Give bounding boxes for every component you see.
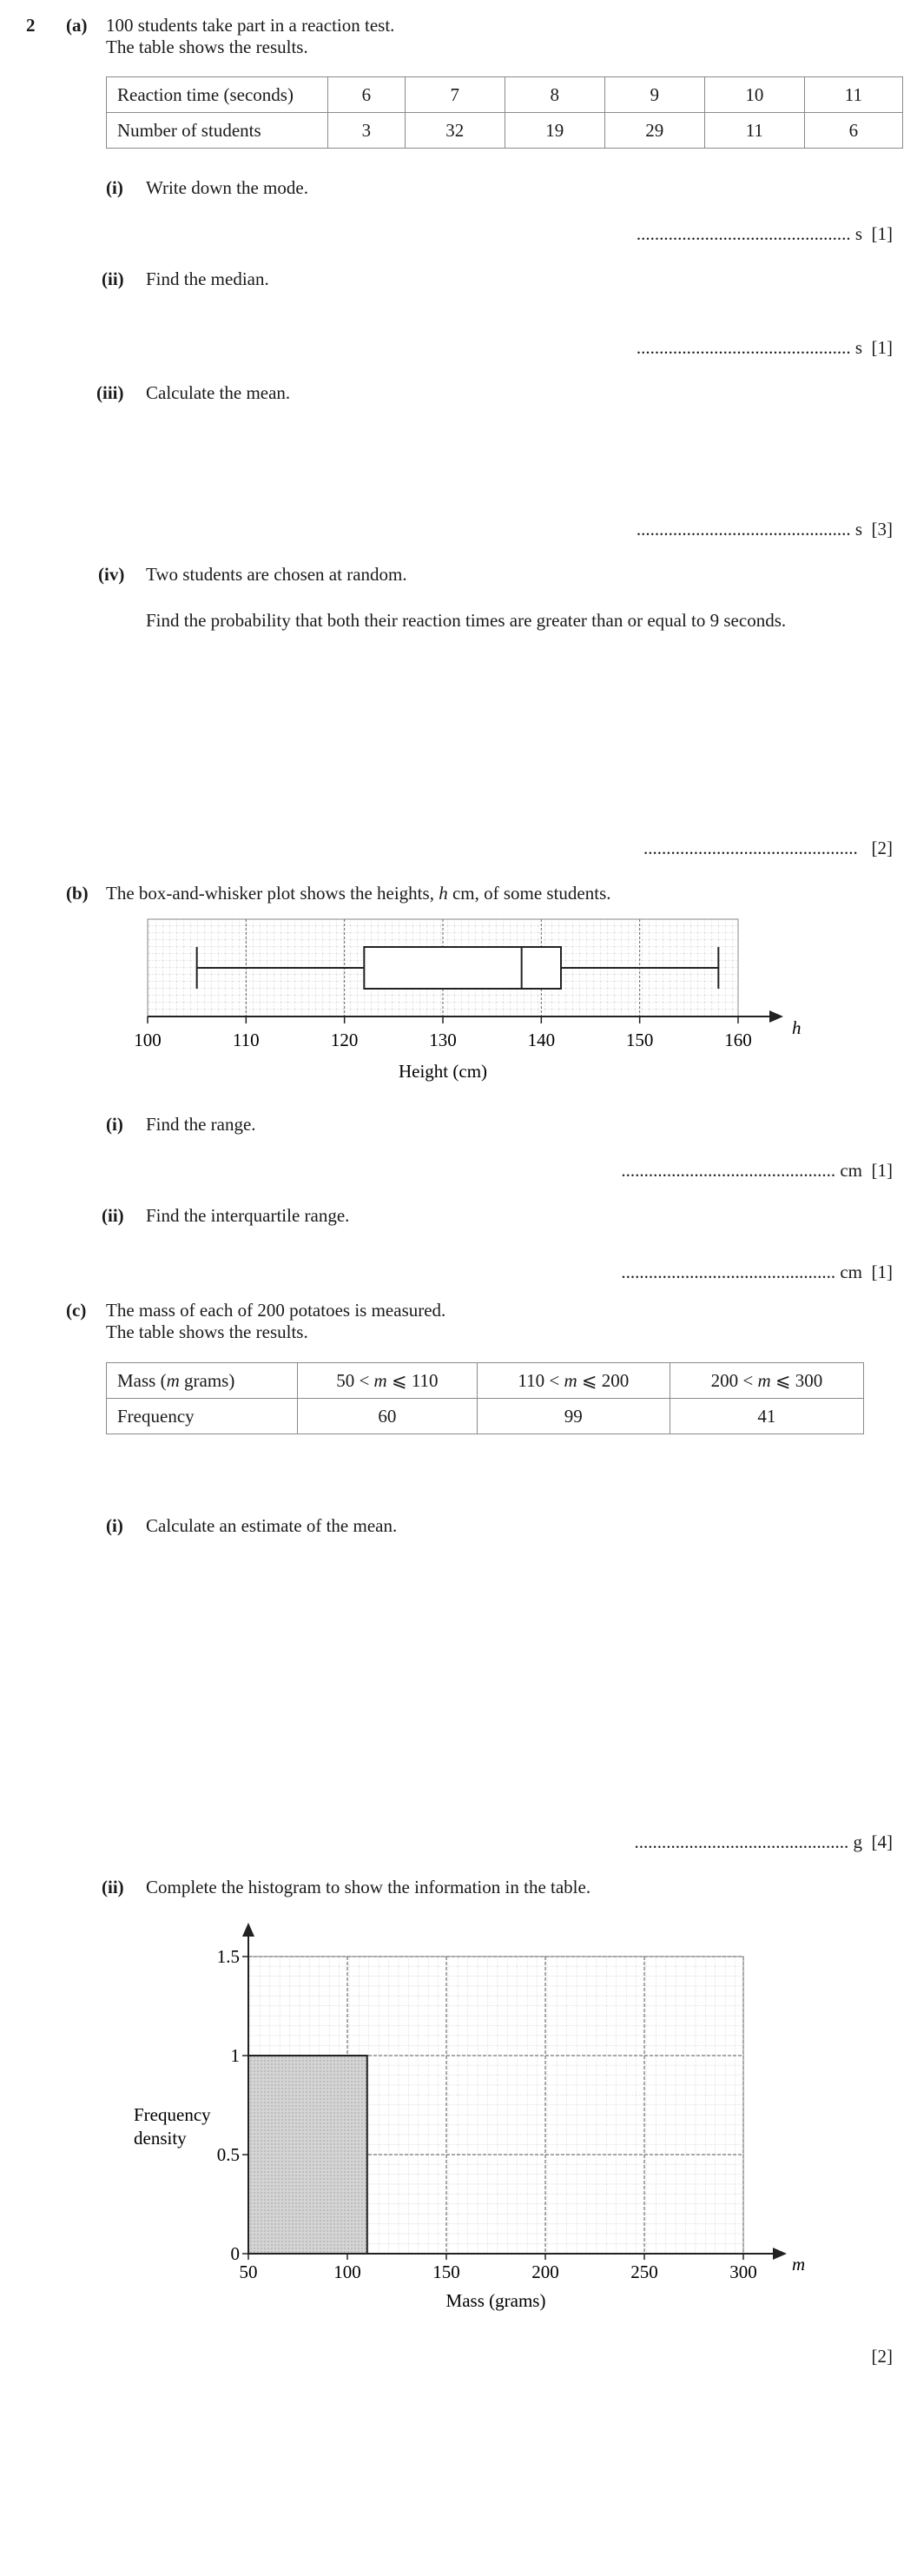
- histogram-bar: [248, 2056, 367, 2254]
- answer-line-a-i[interactable]: ............................................... s [1]: [636, 223, 893, 244]
- x-tick-label: 130: [429, 1030, 457, 1050]
- table-header-cell: Frequency: [107, 1399, 298, 1434]
- table-row: [107, 77, 903, 113]
- part-a-ii-text: Find the median.: [146, 268, 269, 289]
- part-c-ii-label: (ii): [102, 1877, 124, 1897]
- table-row: [107, 1363, 864, 1399]
- part-b-intro: The box-and-whisker plot shows the heights, h cm, of some students.: [106, 883, 611, 904]
- marks: [4]: [871, 1831, 893, 1852]
- table-header-cell: Reaction time (seconds): [107, 77, 328, 113]
- table-cell: 60: [298, 1399, 478, 1434]
- y-tick-label: 1: [230, 2045, 240, 2066]
- table-cell: 110 < m ⩽ 200: [477, 1363, 670, 1399]
- answer-line-b-ii-clip: [0, 1251, 917, 1282]
- table-cell: 3: [328, 113, 406, 149]
- part-a-i-label: (i): [106, 177, 123, 198]
- answer-unit: s: [854, 519, 862, 540]
- part-a-intro-1: 100 students take part in a reaction test.: [106, 15, 395, 36]
- part-a-iii-text: Calculate the mean.: [146, 382, 291, 403]
- table-cell: 41: [670, 1399, 863, 1434]
- table-cell: 99: [477, 1399, 670, 1434]
- y-axis-label-line-1: Frequency: [134, 2104, 211, 2125]
- marks: [1]: [871, 223, 893, 244]
- part-a-intro-2: The table shows the results.: [106, 36, 308, 57]
- x-tick-label: 140: [527, 1030, 556, 1050]
- axis-variable: h: [792, 1017, 802, 1038]
- part-b-i-text: Find the range.: [146, 1114, 256, 1135]
- x-tick-label: 250: [630, 2261, 658, 2282]
- marks: [3]: [871, 519, 893, 540]
- marks: [1]: [871, 337, 893, 358]
- part-c-label: (c): [66, 1300, 87, 1321]
- table-cell: 6: [328, 77, 406, 113]
- answer-line-b-i[interactable]: ............................................... cm [1]: [621, 1160, 893, 1181]
- x-tick-label: 110: [232, 1030, 260, 1050]
- answer-unit: cm: [840, 1262, 862, 1282]
- y-tick-label: 0: [230, 2243, 240, 2264]
- answer-line-c-i[interactable]: ............................................... g [4]: [634, 1831, 893, 1852]
- answer-unit: s: [854, 337, 862, 358]
- table-cell: 19: [505, 113, 604, 149]
- table-cell: 200 < m ⩽ 300: [670, 1363, 863, 1399]
- part-c-ii-text: Complete the histogram to show the information in the table.: [146, 1877, 591, 1897]
- table-cell: 10: [704, 77, 804, 113]
- table-cell: 9: [604, 77, 704, 113]
- x-axis-label: Mass (grams): [445, 2290, 546, 2311]
- part-a-iv-label: (iv): [98, 564, 125, 585]
- reaction-time-table: [106, 76, 903, 149]
- marks-c-ii: [2]: [871, 2346, 893, 2367]
- histogram[interactable]: [122, 1907, 806, 2315]
- marks: [1]: [871, 1160, 893, 1181]
- table-row: [107, 113, 903, 149]
- x-tick-label: 200: [531, 2261, 559, 2282]
- table-cell: 32: [405, 113, 505, 149]
- part-b-ii-label: (ii): [102, 1205, 124, 1226]
- table-cell: 11: [704, 113, 804, 149]
- part-a-ii-label: (ii): [102, 268, 124, 289]
- x-axis-arrow: [773, 2248, 787, 2260]
- x-tick-label: 120: [330, 1030, 359, 1050]
- quartile-box: [364, 947, 561, 989]
- x-tick-label: 160: [724, 1030, 752, 1050]
- potato-mass-table: [106, 1362, 864, 1434]
- part-c-i-text: Calculate an estimate of the mean.: [146, 1515, 398, 1536]
- y-tick-label: 0.5: [216, 2144, 240, 2165]
- x-tick-label: 50: [239, 2261, 258, 2282]
- y-axis-label-line-2: density: [134, 2128, 187, 2149]
- answer-line-a-iii[interactable]: ............................................... s [3]: [636, 519, 893, 540]
- part-a-iii-label: (iii): [96, 382, 124, 403]
- x-tick-label: 150: [432, 2261, 460, 2282]
- part-a-iv-text: Two students are chosen at random.: [146, 564, 407, 585]
- table-cell: 6: [804, 113, 902, 149]
- table-cell: 11: [804, 77, 902, 113]
- table-header-cell: Number of students: [107, 113, 328, 149]
- part-c-intro-1: The mass of each of 200 potatoes is measured.: [106, 1300, 446, 1321]
- x-tick-label: 100: [333, 2261, 361, 2282]
- table-header-cell: Mass (m grams): [107, 1363, 298, 1399]
- marks: [1]: [871, 1262, 893, 1282]
- x-axis-label: Height (cm): [398, 1061, 488, 1082]
- part-b-label: (b): [66, 883, 89, 904]
- box-and-whisker-plot: [122, 912, 802, 1086]
- table-cell: 29: [604, 113, 704, 149]
- answer-unit: s: [854, 223, 862, 244]
- answer-line-a-ii[interactable]: ............................................... s [1]: [636, 337, 893, 358]
- answer-line-b-ii[interactable]: ............................................... cm [1]: [621, 1262, 893, 1282]
- answer-unit: g: [853, 1831, 862, 1852]
- table-cell: 7: [405, 77, 505, 113]
- question-number: 2: [26, 15, 36, 36]
- part-a-iv-text-2: Find the probability that both their reaction times are greater than or equal to 9 seconds.: [146, 610, 787, 631]
- part-c-i-label: (i): [106, 1515, 123, 1536]
- part-a-i-text: Write down the mode.: [146, 177, 308, 198]
- marks: [2]: [871, 838, 893, 858]
- part-a-label: (a): [66, 15, 88, 36]
- table-row: [107, 1399, 864, 1434]
- part-c-intro-2: The table shows the results.: [106, 1321, 308, 1342]
- answer-line-a-iv[interactable]: ............................................... [2]: [643, 838, 893, 858]
- part-b-i-label: (i): [106, 1114, 123, 1135]
- x-tick-label: 150: [625, 1030, 654, 1050]
- x-tick-label: 300: [729, 2261, 757, 2282]
- table-cell: 50 < m ⩽ 110: [298, 1363, 478, 1399]
- part-b-ii-text: Find the interquartile range.: [146, 1205, 350, 1226]
- x-tick-label: 100: [134, 1030, 162, 1050]
- x-axis-arrow: [769, 1010, 783, 1023]
- y-tick-label: 1.5: [216, 1946, 240, 1967]
- x-axis-variable: m: [792, 2254, 806, 2275]
- y-axis-arrow: [242, 1923, 254, 1937]
- answer-unit: cm: [840, 1160, 862, 1181]
- table-cell: 8: [505, 77, 604, 113]
